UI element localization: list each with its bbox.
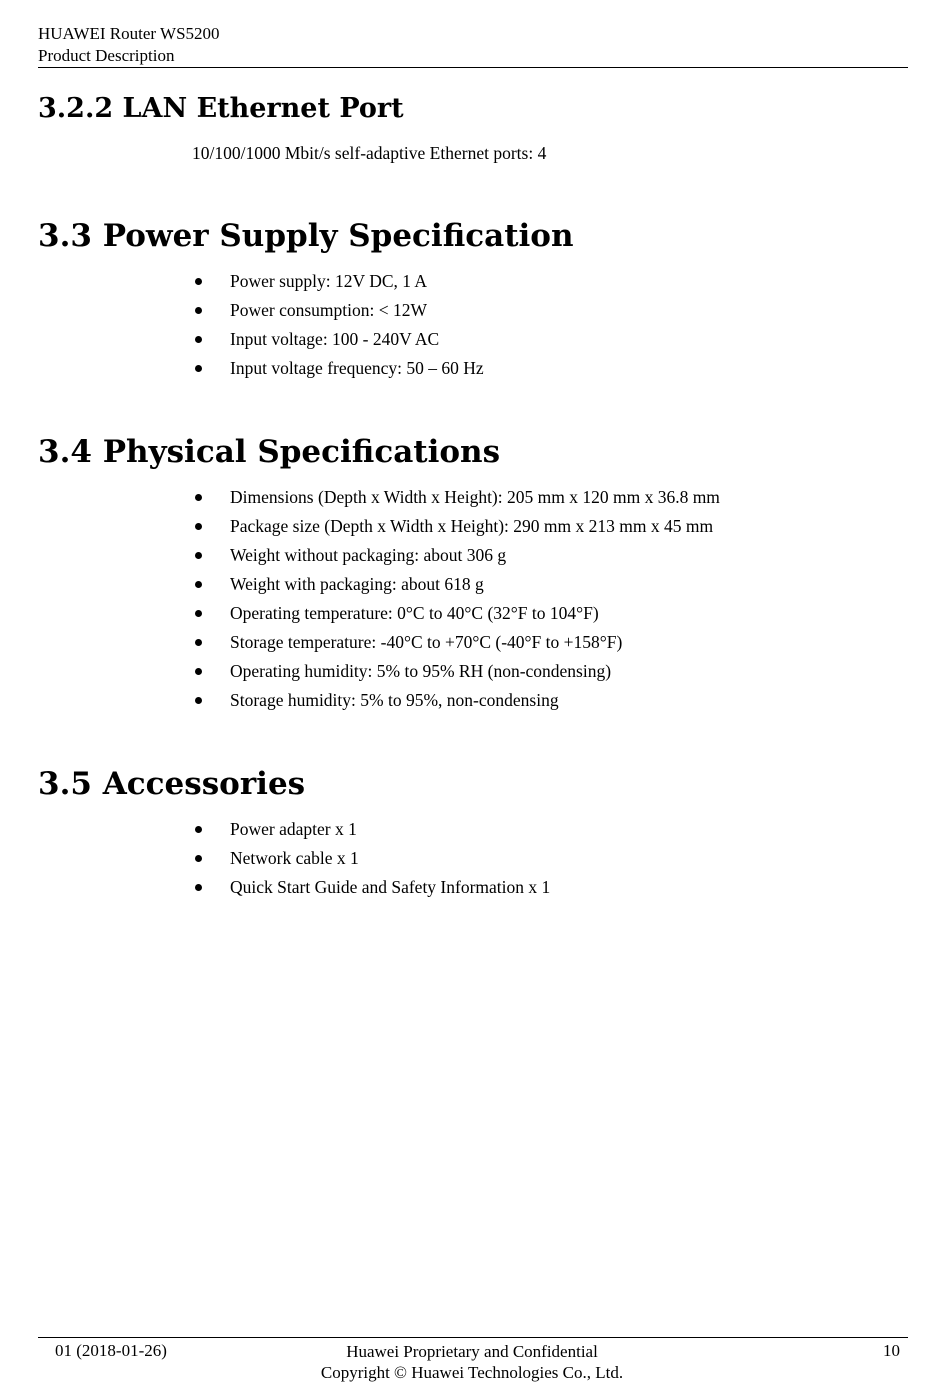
footer-center <box>260 1341 684 1383</box>
list-item: Storage temperature: -40°C to +70°C (-40°F to +158°F) <box>192 631 720 660</box>
power-spec-list <box>192 270 484 386</box>
bullet-icon <box>195 523 202 530</box>
bullet-icon <box>195 552 202 559</box>
footer-version: 01 (2018-01-26) <box>55 1341 167 1360</box>
footer-divider <box>38 1337 908 1338</box>
bullet-icon <box>195 668 202 675</box>
footer-copyright: Copyright © Huawei Technologies Co., Ltd. <box>320 1363 624 1382</box>
bullet-icon <box>195 697 202 704</box>
bullet-icon <box>195 494 202 501</box>
accessories-list <box>192 818 550 905</box>
list-item: Storage humidity: 5% to 95%, non-condensing <box>192 689 720 718</box>
list-item: Dimensions (Depth x Width x Height): 205 mm x 120 mm x 36.8 mm <box>192 486 720 515</box>
list-item: Weight without packaging: about 306 g <box>192 544 720 573</box>
bullet-icon <box>195 610 202 617</box>
list-item: Power adapter x 1 <box>192 818 550 847</box>
list-item: Input voltage frequency: 50 – 60 Hz <box>192 357 484 386</box>
section-title-accessories: 3.5 Accessories <box>38 766 306 802</box>
list-item: Power consumption: < 12W <box>192 299 484 328</box>
list-item: Operating humidity: 5% to 95% RH (non-condensing) <box>192 660 720 689</box>
header-divider <box>38 67 908 68</box>
lan-ports-text: 10/100/1000 Mbit/s self-adaptive Ethernet ports: 4 <box>192 143 547 163</box>
page-header <box>38 23 220 67</box>
bullet-icon <box>195 855 202 862</box>
page-number: 10 <box>883 1341 900 1360</box>
list-item: Power supply: 12V DC, 1 A <box>192 270 484 299</box>
bullet-icon <box>195 884 202 891</box>
section-title-physical: 3.4 Physical Specifications <box>38 434 501 470</box>
bullet-icon <box>195 826 202 833</box>
list-item: Quick Start Guide and Safety Information x 1 <box>192 876 550 905</box>
bullet-icon <box>195 365 202 372</box>
section-title-lan: 3.2.2 LAN Ethernet Port <box>38 93 404 124</box>
list-item: Operating temperature: 0°C to 40°C (32°F to 104°F) <box>192 602 720 631</box>
bullet-icon <box>195 581 202 588</box>
list-item: Input voltage: 100 - 240V AC <box>192 328 484 357</box>
list-item: Weight with packaging: about 618 g <box>192 573 720 602</box>
section-title-power: 3.3 Power Supply Specification <box>38 218 574 254</box>
bullet-icon <box>195 278 202 285</box>
footer-confidential: Huawei Proprietary and Confidential <box>346 1342 598 1361</box>
bullet-icon <box>195 336 202 343</box>
header-product: HUAWEI Router WS5200 <box>38 24 220 43</box>
list-item: Package size (Depth x Width x Height): 290 mm x 213 mm x 45 mm <box>192 515 720 544</box>
list-item: Network cable x 1 <box>192 847 550 876</box>
bullet-icon <box>195 639 202 646</box>
header-doc-type: Product Description <box>38 46 175 65</box>
bullet-icon <box>195 307 202 314</box>
physical-spec-list <box>192 486 720 718</box>
